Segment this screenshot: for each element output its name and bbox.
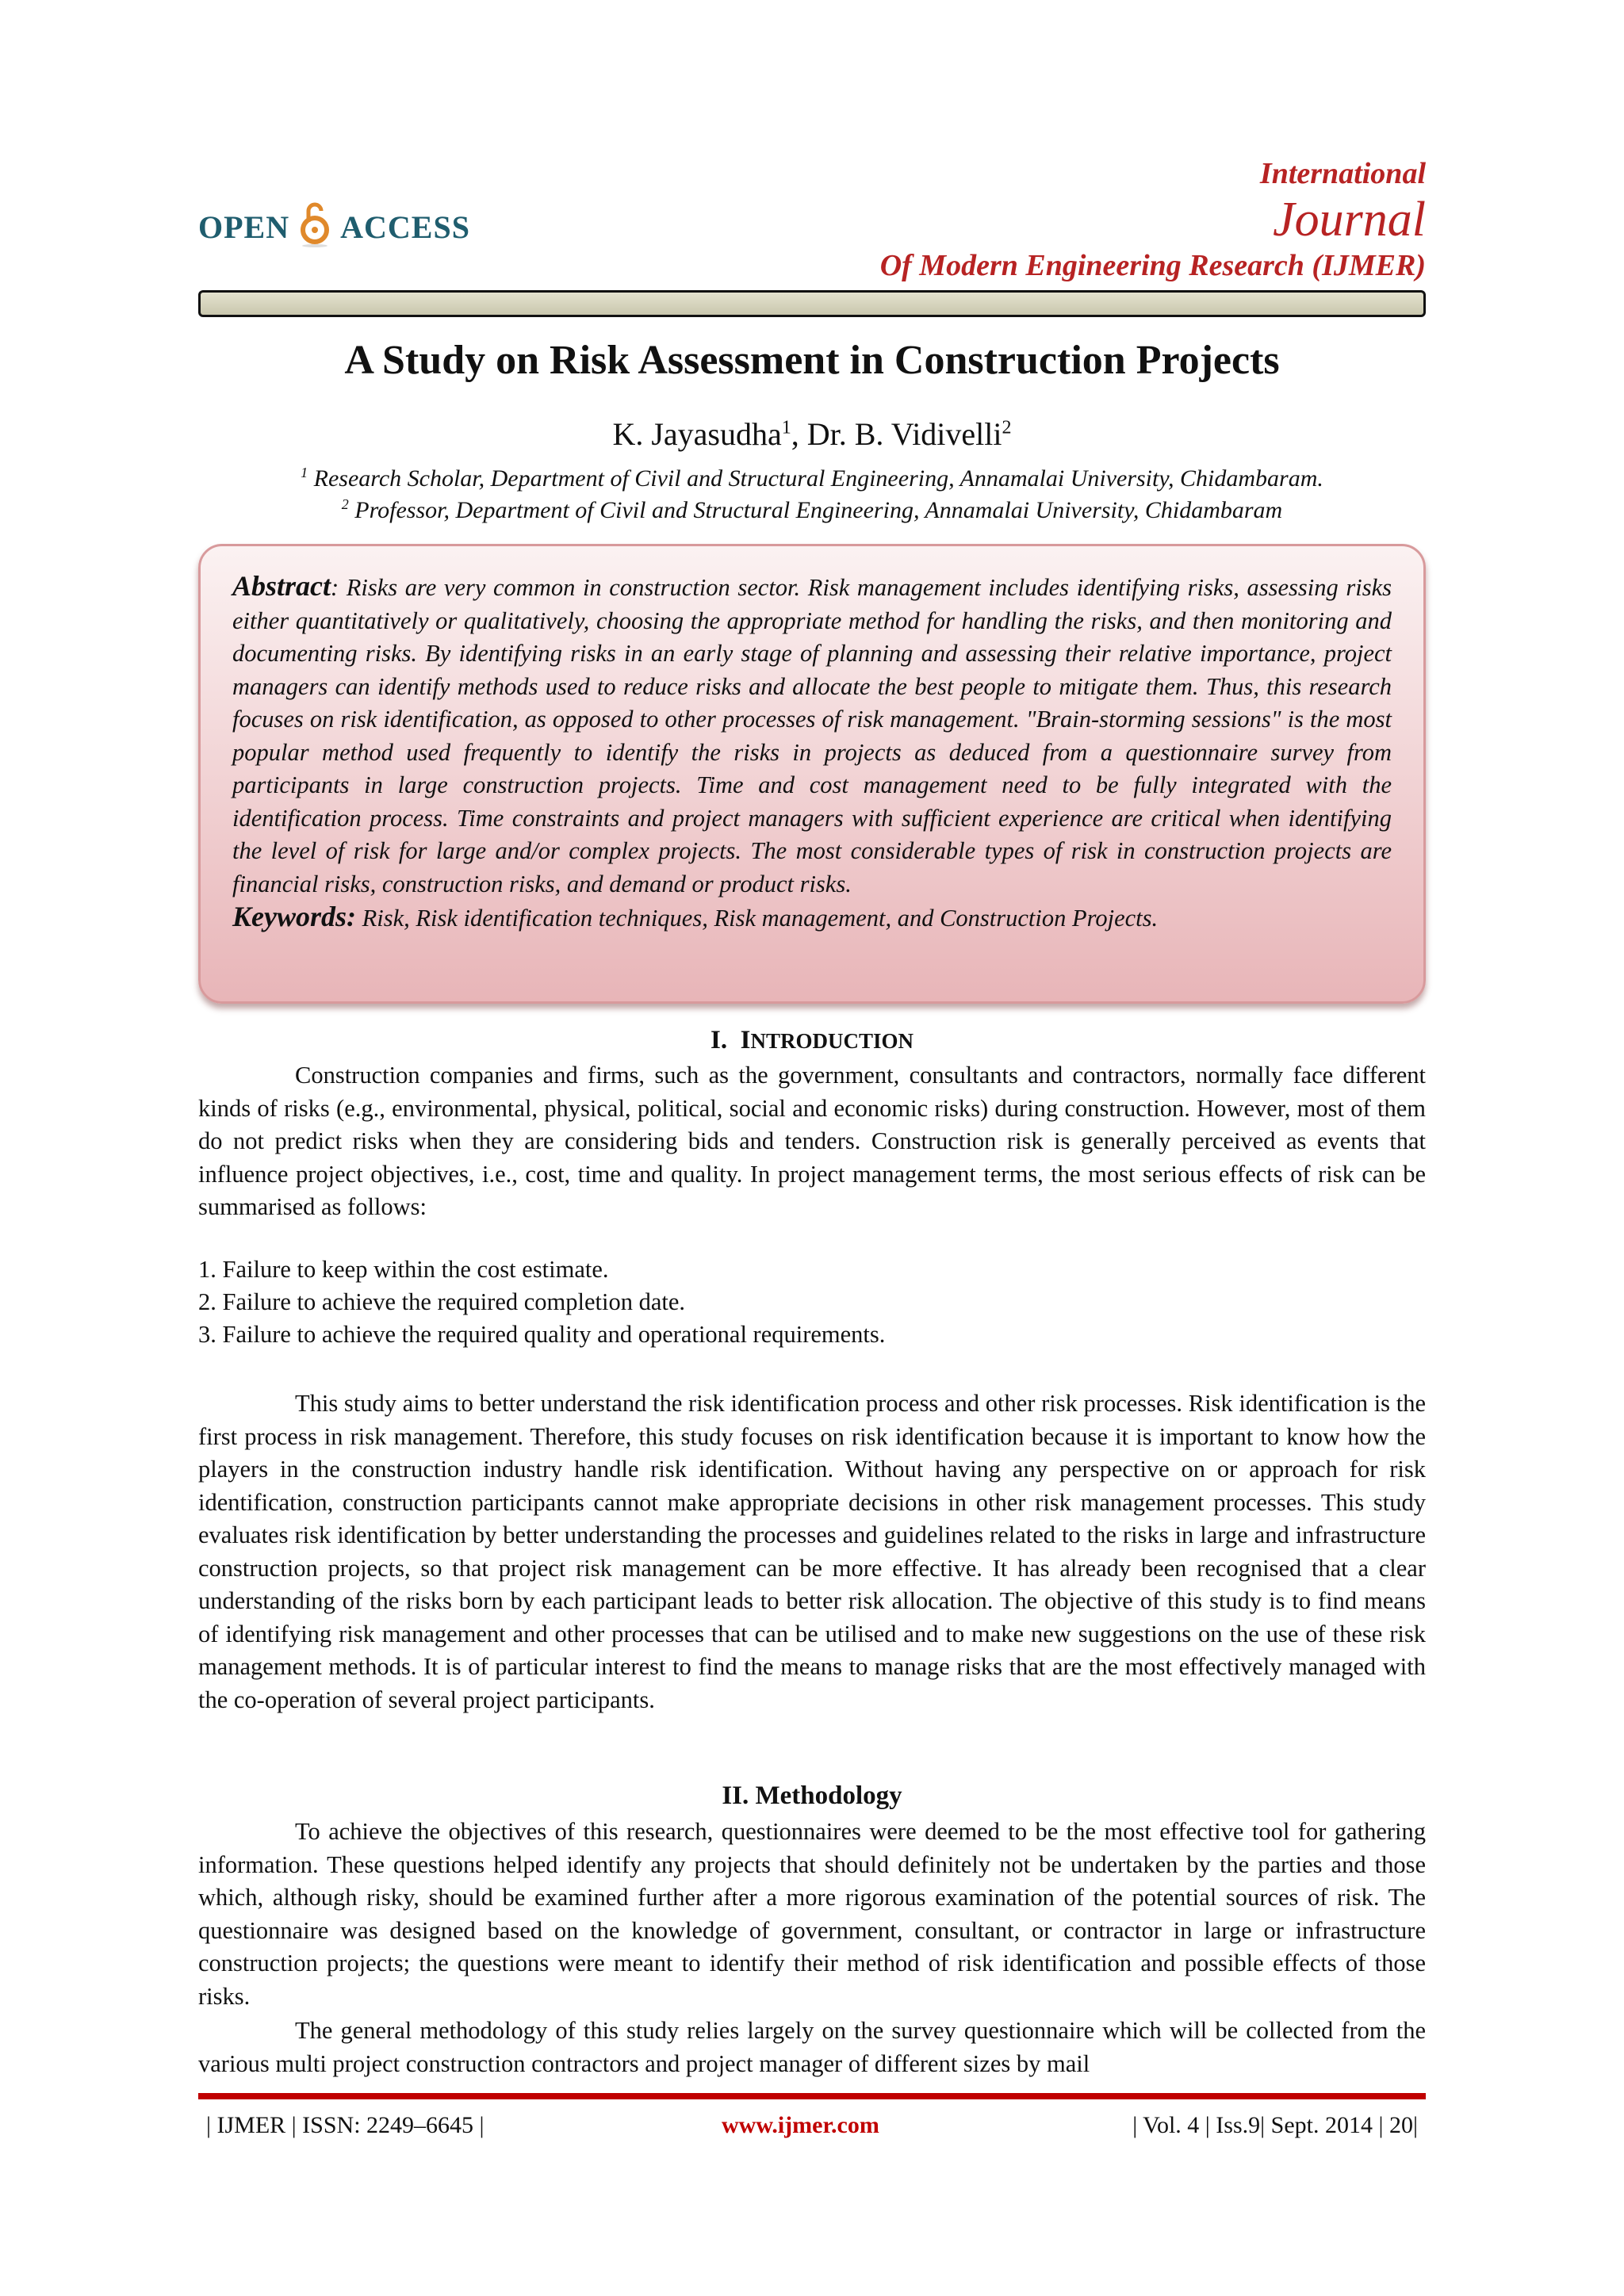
intro-head-first: I (740, 1026, 751, 1054)
footer-rule (198, 2093, 1426, 2099)
affiliation-2-sup: 2 (341, 496, 349, 512)
paper-title: A Study on Risk Assessment in Construction Projects (344, 338, 1280, 383)
abstract-colon: : (331, 574, 339, 601)
footer-volume: | Vol. 4 | Iss.9| Sept. 2014 | 20| (1132, 2112, 1418, 2138)
intro-head-rest: NTRODUCTION (750, 1029, 914, 1053)
journal-masthead (880, 155, 1426, 284)
keywords-text: Risk, Risk identification techniques, Risk management, and Construction Projects. (356, 905, 1159, 932)
open-label: OPEN (198, 209, 290, 245)
abstract-text (232, 570, 1392, 901)
abstract-label: Abstract (232, 570, 331, 602)
affiliation-1 (198, 465, 1426, 492)
masthead-journal: Journal (1273, 193, 1426, 247)
keywords-line (232, 901, 1392, 936)
author-2-sup: 2 (1002, 417, 1012, 438)
footer-issn: | IJMER | ISSN: 2249–6645 | (206, 2112, 485, 2138)
abstract-body: Risks are very common in construction sector. Risk management includes identifying risks, assessing risks either quantitatively or qualitatively, choosing the appropriate method for handling the risks, and then monitoring and documenting risks. By identifying risks in an early stage of planning and assessing their relative importance, project managers can identify methods used to reduce risks and allocate the best people to mitigate them. Thus, this research focuses on risk identification, as opposed to other processes of risk management. "Brain-storming sessions" is the most popular method used frequently to identify the risks in projects as deduced from a questionnaire survey from participants in large construction projects. Time and cost management need to be fully integrated with the identification process. Time constraints and project managers with sufficient experience are critical when identifying the level of risk for large and/or complex projects. The most considerable types of risk in construction projects are financial risks, construction risks, and demand or product risks. (232, 574, 1392, 897)
section-heading-methodology: II. Methodology (722, 1781, 902, 1810)
abstract-box (198, 544, 1426, 1004)
affiliation-2 (198, 496, 1426, 524)
open-access-logo (198, 198, 470, 247)
methodology-paragraph-2: The general methodology of this study relies largely on the survey questionnaire which will be collected from the various multi project construction contractors and project manager of different sizes by mail (198, 2017, 1426, 2077)
list-item: 1. Failure to keep within the cost estimate. (198, 1256, 609, 1283)
methodology-paragraph-1: To achieve the objectives of this research, questionnaires were deemed to be the most effective tool for gathering information. These questions helped identify any projects that should definitely not be undertaken by the parties and those which, although risky, should be examined further after a more rigorous examination of the potential sources of risk. The questionnaire was designed based on the knowledge of government, consultant, or contractor in large or infrastructure construction projects; the questions were meant to identify their method of risk identification and possible effects of those risks. (198, 1818, 1426, 2010)
footer-website-link[interactable]: www.ijmer.com (722, 2112, 879, 2138)
list-item: 3. Failure to achieve the required quality and operational requirements. (198, 1321, 886, 1348)
author-2: Dr. B. Vidivelli (806, 416, 1002, 452)
intro-paragraph-2: This study aims to better understand the risk identification process and other risk processes. Risk identification is the first process in risk management. Therefore, this study focuses on risk identification because it is important to know how the players in the construction industry handle risk identification. Without having any perspective on or approach for risk identification, construction participants cannot make appropriate decisions in other risk management processes. This study evaluates risk identification by better understanding the processes and guidelines related to the risks in large and infrastructure construction projects, so that project risk management can be more effective. It has already been recognised that a clear understanding of the risks born by each participant leads to better risk allocation. The objective of this study is to find means of identifying risk management and other processes that can be utilised and to make new suggestions on the use of these risk management methods. It is of particular interest to find the means to manage risks that are the most effectively managed with the co-operation of several project participants. (198, 1390, 1426, 1713)
intro-number: I. (710, 1026, 728, 1054)
author-1-sup: 1 (781, 417, 791, 438)
section-heading-introduction (198, 1026, 1426, 1055)
author-separator: , (791, 416, 807, 452)
masthead-international: International (1259, 157, 1426, 190)
affiliation-1-text: Research Scholar, Department of Civil and Structural Engineering, Annamalai University, Chidambaram. (308, 465, 1323, 492)
masthead-of-journal: Of Modern Engineering Research (IJMER) (879, 249, 1426, 282)
open-access-lock-icon (299, 198, 331, 247)
access-label: ACCESS (340, 209, 470, 245)
keywords-label: Keywords: (232, 901, 356, 932)
list-item: 2. Failure to achieve the required completion date. (198, 1288, 686, 1315)
intro-paragraph-1: Construction companies and firms, such as the government, consultants and contractors, normally face different kinds of risks (e.g., environmental, physical, political, social and economic risks) during construction. However, most of them do not predict risks when they are considering bids and tenders. Construction risk is generally perceived as events that influence project objectives, i.e., cost, time and quality. In project management terms, the most serious effects of risk can be summarised as follows: (198, 1062, 1426, 1220)
author-1: K. Jayasudha (612, 416, 782, 452)
affiliation-2-text: Professor, Department of Civil and Structural Engineering, Annamalai University, Chidambaram (348, 497, 1283, 523)
paper-authors (198, 415, 1426, 453)
header-rule (198, 290, 1426, 317)
affiliation-1-sup: 1 (301, 465, 308, 480)
